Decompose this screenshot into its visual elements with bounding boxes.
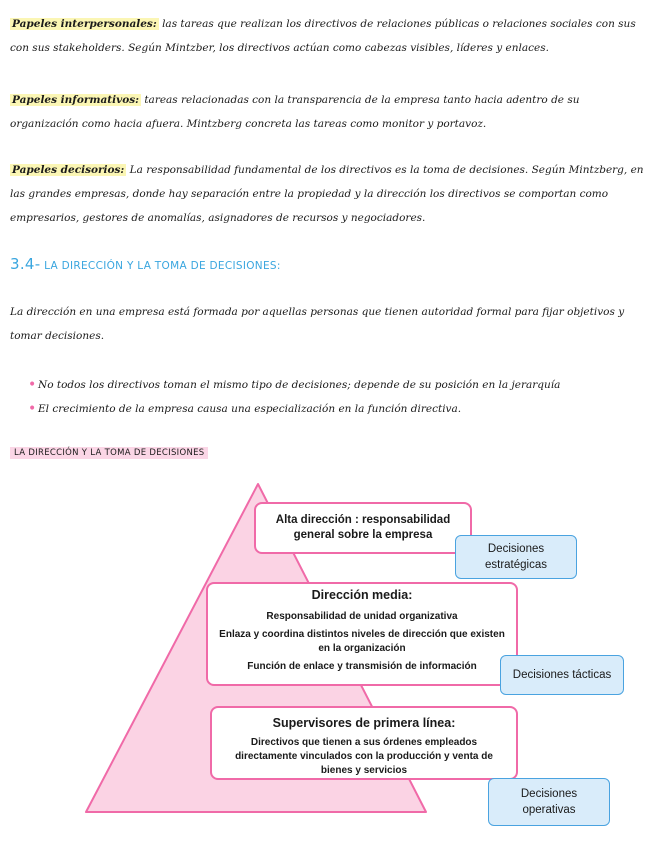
level-middle-line: Enlaza y coordina distintos niveles de dirección que existen en la organización [219, 629, 505, 654]
decision-tactical-badge: Decisiones tácticas [500, 655, 624, 695]
diagram-title: LA DIRECCIÓN Y LA TOMA DE DECISIONES [10, 447, 208, 459]
decision-operational-badge: Decisiones operativas [488, 778, 610, 826]
level-bottom-title: Supervisores de primera línea: [272, 716, 456, 730]
level-bottom-box [210, 706, 518, 780]
decision-strategic-badge: Decisiones estratégicas [455, 535, 577, 579]
level-top-title: Alta dirección : responsabilidad general sobre la empresa [275, 514, 451, 541]
level-middle-line: Función de enlace y transmisión de información [247, 661, 477, 672]
section-title: LA DIRECCIÓN Y LA TOMA DE DECISIONES: [44, 260, 281, 272]
paragraph-title: Papeles decisorios: [12, 164, 125, 176]
level-top-box [254, 502, 472, 554]
level-middle-line: Responsabilidad de unidad organizativa [266, 611, 458, 622]
paragraph-title: Papeles informativos: [12, 94, 139, 106]
level-middle-title: Dirección media: [311, 588, 413, 602]
level-bottom-line: Directivos que tienen a sus órdenes empleados directamente vinculados con la producción y venta de bienes y servicios [235, 737, 493, 776]
bullet-item: • No todos los directivos toman el mismo tipo de decisiones; depende de su posición en la jerarquía [28, 373, 560, 397]
paragraph-text: las tareas que realizan los directivos de relaciones públicas o relaciones sociales con sus con sus stakeholders. Según Mintzber, los directivos actúan como cabezas visibles, líderes y enlaces. [10, 18, 636, 54]
bullet-item: • El crecimiento de la empresa causa una especialización en la función directiva. [28, 397, 560, 421]
intro-paragraph: La dirección en una empresa está formada por aquellas personas que tienen autoridad formal para fijar objetivos y tomar decisiones. [10, 306, 625, 342]
paragraph-text: tareas relacionadas con la transparencia de la empresa tanto hacia adentro de su organización como hacia afuera. Mintzberg concreta las tareas como monitor y portavoz. [10, 94, 580, 130]
section-number: 3.4- [10, 255, 41, 273]
paragraph-text: La responsabilidad fundamental de los directivos es la toma de decisiones. Según Mintzberg, en las grandes empresas, donde hay separación entre la propiedad y la dirección los directivos se comportan como empresarios, gestores de anomalías, asignadores de recursos y negociadores. [10, 164, 644, 224]
level-middle-box [206, 582, 518, 686]
paragraph-title: Papeles interpersonales: [12, 18, 157, 30]
